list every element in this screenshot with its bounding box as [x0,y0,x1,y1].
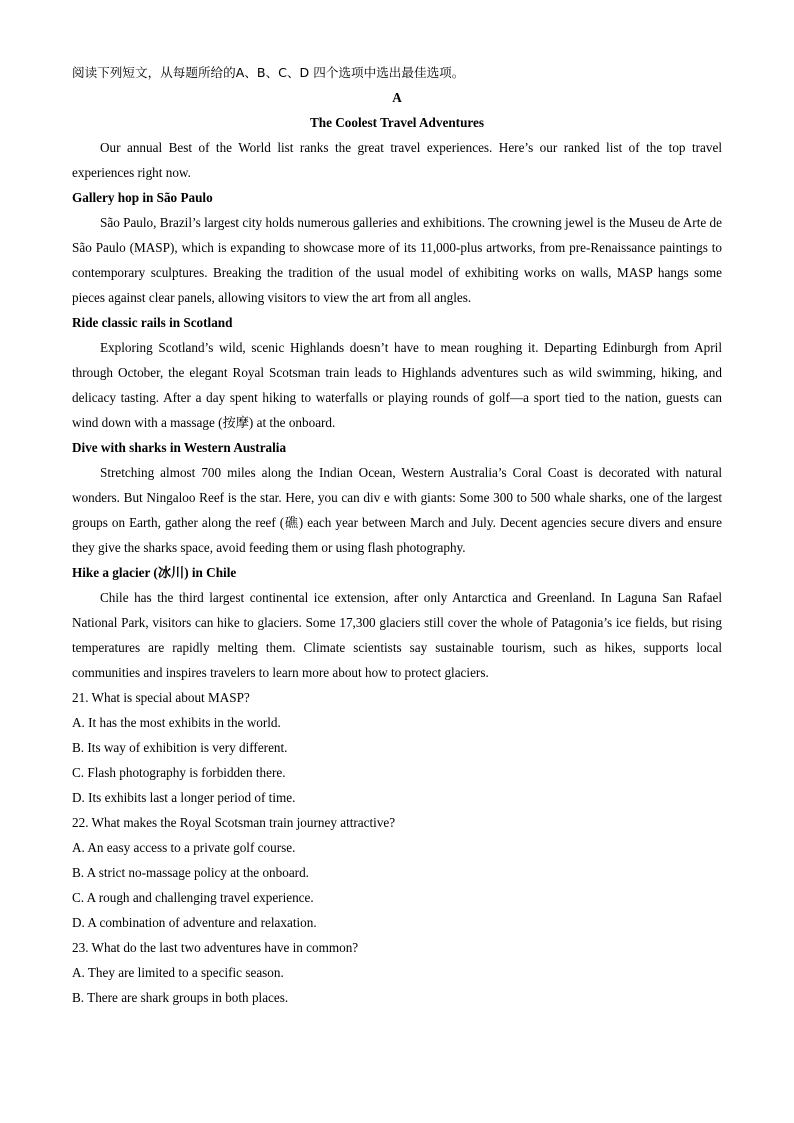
section-body-sao-paulo: São Paulo, Brazil’s largest city holds numerous galleries and exhibitions. The crowning jewel is the Museu de Arte de São Paulo (MASP), which is expanding to showcase more of its 11,000-plus artworks, from pre-Renaissance paintings to contemporary sculptures. Breaking the tradition of the usual model of exhibiting works on walls, MASP hangs some pieces against clear panels, allowing visitors to view the art from all angles. [72,215,722,305]
question-22-stem: 22. What makes the Royal Scotsman train journey attractive? [72,815,396,830]
section-body-western-australia: Stretching almost 700 miles along the Indian Ocean, Western Australia’s Coral Coast is decorated with natural wonders. But Ningaloo Reef is the star. Here, you can div e with giants: Some 300 to 500 whale sharks, one of the largest groups on Earth, gather along the reef (礁) each year between March and July. Decent agencies secure divers and ensure they give the sharks space, avoid feeding them or using flash photography. [72,465,722,555]
question-21-option-b: B. Its way of exhibition is very different. [72,740,288,755]
question-22-option-c: C. A rough and challenging travel experience. [72,890,314,905]
question-22-option-d: D. A combination of adventure and relaxation. [72,915,317,930]
section-body-scotland: Exploring Scotland’s wild, scenic Highlands doesn’t have to mean roughing it. Departing Edinburgh from April through October, the elegant Royal Scotsman train leads to Highlands adventures such as wild swimming, hiking, and delicacy tasting. After a day spent hiking to waterfalls or playing rounds of golf—a sport tied to the nation, guests can wind down with a massage (按摩) at the onboard. [72,340,722,430]
question-21-option-d: D. Its exhibits last a longer period of time. [72,790,296,805]
question-21-stem: 21. What is special about MASP? [72,690,250,705]
section-heading-chile: Hike a glacier (冰川) in Chile [72,565,237,580]
question-21-option-a: A. It has the most exhibits in the world. [72,715,281,730]
instruction-text: 阅读下列短文，从每题所给的A、B、C、D 四个选项中选出最佳选项。 [72,65,465,80]
question-22-option-b: B. A strict no-massage policy at the onboard. [72,865,309,880]
question-21-option-c: C. Flash photography is forbidden there. [72,765,286,780]
section-body-chile: Chile has the third largest continental ice extension, after only Antarctica and Greenland. In Laguna San Rafael National Park, visitors can hike to glaciers. Some 17,300 glaciers still cover the whole of Patagonia’s ice fields, but rising temperatures are rapidly melting them. Climate scientists say sustainable tourism, such as hikes, supports local communities and inspires travelers to learn more about how to protect glaciers. [72,590,722,680]
question-23-option-b: B. There are shark groups in both places. [72,990,289,1005]
document-page [72,60,722,1010]
section-label: A [392,90,402,105]
question-22-option-a: A. An easy access to a private golf course. [72,840,296,855]
section-heading-sao-paulo: Gallery hop in São Paulo [72,190,213,205]
passage-title: The Coolest Travel Adventures [310,115,484,130]
section-heading-scotland: Ride classic rails in Scotland [72,315,233,330]
question-23-option-a: A. They are limited to a specific season. [72,965,284,980]
intro-paragraph: Our annual Best of the World list ranks the great travel experiences. Here’s our ranked list of the top travel experiences right now. [72,140,722,180]
section-heading-western-australia: Dive with sharks in Western Australia [72,440,287,455]
question-23-stem: 23. What do the last two adventures have in common? [72,940,359,955]
